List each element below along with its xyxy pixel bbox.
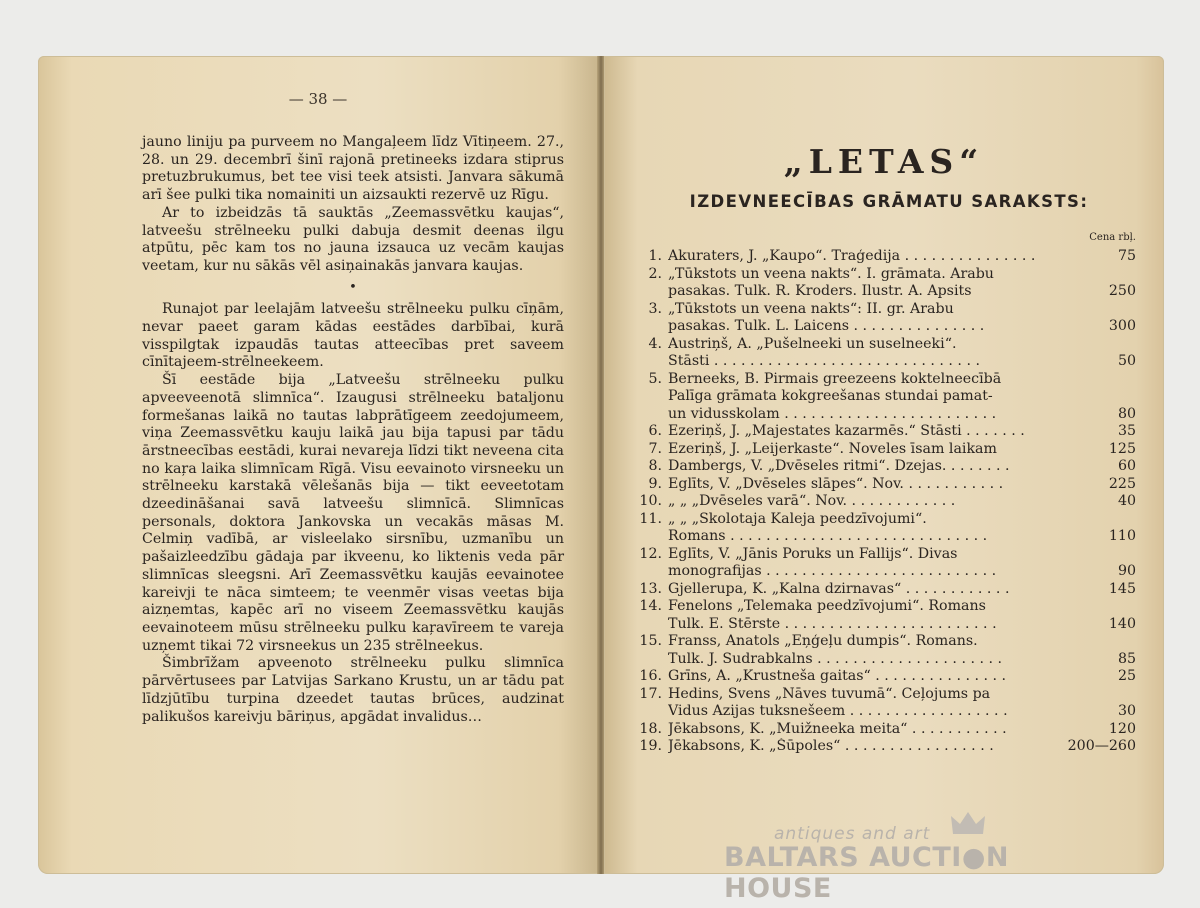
item-price: 120: [1108, 720, 1136, 737]
book-list-item: [614, 598, 1136, 633]
item-number: 16.: [639, 668, 662, 684]
right-page: [604, 56, 1164, 874]
book-list-item: [614, 721, 1136, 739]
book-list-item: [614, 371, 1136, 424]
item-price: 250: [1108, 283, 1136, 299]
book-list-item: [614, 441, 1136, 459]
item-text: Ezeriņš, J. „Majestates kazarmēs.“ Stāsti . . . . . . .: [668, 423, 1025, 439]
item-text: Grīns, A. „Krustneša gaitas“ . . . . . . . . . . . . . . .: [668, 668, 1007, 684]
item-number: 7.: [648, 440, 662, 457]
item-number: 2.: [648, 265, 662, 282]
item-text: Jēkabsons, K. „Šūpoles“ . . . . . . . . . . . . . . . . .: [668, 738, 994, 754]
item-price: 35: [1117, 423, 1136, 439]
watermark-tagline: antiques and art: [774, 824, 931, 844]
item-price: 80: [1117, 405, 1136, 422]
item-text: „Tūkstots un veena nakts“. I. grāmata. Arabu: [668, 265, 994, 282]
item-price: 300: [1108, 318, 1136, 334]
item-number: 10.: [639, 493, 662, 509]
section-separator: •: [349, 279, 357, 295]
book-list-item: [614, 738, 1136, 756]
item-text: pasakas. Tulk. L. Laicens . . . . . . . . . . . . . . .: [668, 318, 985, 334]
book-list-item: [614, 336, 1136, 371]
item-number: 5.: [648, 370, 662, 387]
item-number: 3.: [648, 300, 662, 317]
book-list-item: [614, 301, 1136, 336]
book-list-item: [614, 266, 1136, 301]
catalog-subtitle: IZDEVNEECĪBAS GRĀMATU SARAKSTS:: [689, 192, 1089, 211]
item-number: 6.: [648, 423, 662, 439]
book-list-item: [614, 546, 1136, 581]
item-price: 30: [1117, 703, 1136, 719]
item-text: monografijas . . . . . . . . . . . . . . . . . . . . . . . . . .: [668, 563, 997, 579]
item-text: Ezeriņš, J. „Leijerkaste“. Noveles īsam laikam: [668, 440, 997, 457]
auction-watermark: [684, 822, 1124, 904]
item-price: 25: [1117, 668, 1136, 684]
item-number: 9.: [648, 475, 662, 492]
item-text: Fenelons „Telemaka peedzīvojumi“. Romans: [668, 598, 986, 614]
item-number: 18.: [639, 720, 662, 737]
item-text: pasakas. Tulk. R. Kroders. Ilustr. A. Apsits: [668, 283, 972, 299]
item-number: 11.: [639, 510, 662, 527]
book-list-item: [614, 633, 1136, 668]
book-list-item: [614, 423, 1136, 441]
book-list-item: [614, 511, 1136, 546]
page-number: — 38 —: [288, 90, 348, 108]
item-text: Stāsti . . . . . . . . . . . . . . . . . . . . . . . . . . . . . .: [668, 353, 980, 369]
item-price: 75: [1117, 248, 1136, 264]
item-price: 60: [1117, 458, 1136, 474]
book-list-item: [614, 581, 1136, 599]
item-text: Hedins, Svens „Nāves tuvumā“. Ceļojums pa: [668, 685, 991, 702]
item-number: 12.: [639, 545, 662, 562]
paragraph: Šimbrīžam apveenoto strēlneeku pulku slimnīca pārvērtusees par Latvijas Sarkano Krustu, un ar tādu pat līdzjūtību turpina dzeedet tautas brūces, audzinat palikušos kareivju bāriņus, apgādat invalidus…: [142, 655, 564, 725]
item-text: „ „ „Skolotaja Kaleja peedzīvojumi“.: [668, 510, 927, 527]
book-list-item: [614, 458, 1136, 476]
item-text: Berneeks, B. Pirmais greezeens koktelneecībā: [668, 370, 1002, 387]
left-page-text: [142, 134, 564, 726]
crown-icon: [950, 810, 986, 836]
item-price: 145: [1108, 580, 1136, 597]
item-price: 50: [1117, 353, 1136, 369]
item-text: Dambergs, V. „Dvēseles ritmi“. Dzejas. . . . . . . .: [668, 458, 1010, 474]
item-price: 90: [1117, 563, 1136, 579]
paragraph: Šī eestāde bija „Latveešu strēlneeku pulku apveeveenotā slimnīca“. Izaugusi strēlneeku bataljonu formešanas laikā no tautas labprātīgeem zeedojumeem, viņa Zeemassvētku kauju laikā jau bija tapusi par tādu ārstneecības eestādi, kurai nevareja līdzi tikt neveena cita no kaŗa laika slimnīcam Rīgā. Visu eevainoto virsneeku un strēlneeku karstakā vēlešanās bija — tikt eeveetotam dzeedināšanai savā latveešu slimnīcā. Slimnīcas personals, doktora Jankovska un vecakās māsas M. Celmiņ vadībā, ar visleelako sirsnību, uzmanību un pašaizleedzību gādaja par ikveenu, ko liktenis veda pār slimnīcas sleegsni. Arī Zeemassvētku kaujās eevainotee kareivji te nāca simteem; te veenmēr visas veetas bija aizņemtas, kapēc arī no viseem Zeemassvētku kaujās eevainoteem mūsu strēlneeku pulku kaŗavīreem te vareja uzņemt tikai 72 virsneekus un 235 strēlneekus.: [142, 372, 564, 654]
item-price: 85: [1117, 650, 1136, 667]
item-price: 40: [1117, 493, 1136, 509]
item-number: 19.: [639, 738, 662, 754]
item-text: Palīga grāmata kokgreešanas stundai pamat-: [668, 388, 993, 404]
paragraph: Runajot par leelajām latveešu strēlneeku pulku cīņām, nevar paeet garam kādas eestādes darbībai, kurā visspilgtak izpaudās tautas atteecības pret saveem cīnītajeem-strēlneekeem.: [142, 301, 564, 371]
item-text: „Tūkstots un veena nakts“: II. gr. Arabu: [668, 300, 954, 317]
book-list-item: [614, 476, 1136, 494]
item-text: Franss, Anatols „Eņģeļu dumpis“. Romans.: [668, 633, 978, 649]
item-price: 140: [1108, 615, 1136, 632]
item-text: Eglīts, V. „Dvēseles slāpes“. Nov. . . . . . . . . . . .: [668, 475, 1004, 492]
price-column-header: Cena rbļ.: [1089, 232, 1136, 243]
item-text: Gjellerupa, K. „Kalna dzirnavas“ . . . . . . . . . . . .: [668, 580, 1010, 597]
item-text: „ „ „Dvēseles varā“. Nov. . . . . . . . . . . . .: [668, 493, 956, 509]
item-text: un vidusskolam . . . . . . . . . . . . . . . . . . . . . . . .: [668, 405, 997, 422]
item-number: 14.: [639, 598, 662, 614]
item-number: 15.: [639, 633, 662, 649]
item-text: Austriņš, A. „Pušelneeki un suselneeki“.: [668, 335, 957, 352]
item-price: 125: [1108, 440, 1136, 457]
paragraph: jauno liniju pa purveem no Mangaļeem līdz Vītiņeem. 27., 28. un 29. decembrī šinī rajonā pretineeks izdara stiprus pretuzbrukumus, bet tee visi teek atsisti. Janvara sākumā arī šee pulki tika nomainiti un aizsaukti rezervē uz Rīgu.: [142, 134, 564, 204]
item-number: 4.: [648, 335, 662, 352]
item-text: Eglīts, V. „Jānis Poruks un Fallijs“. Divas: [668, 545, 958, 562]
item-text: Tulk. J. Sudrabkalns . . . . . . . . . . . . . . . . . . . . .: [668, 650, 1003, 667]
open-book: [38, 56, 1164, 874]
item-price: 110: [1108, 528, 1136, 544]
item-number: 17.: [639, 685, 662, 702]
item-number: 13.: [639, 580, 662, 597]
item-text: Vidus Azijas tuksnešeem . . . . . . . . . . . . . . . . . .: [668, 703, 1008, 719]
item-text: Tulk. E. Stērste . . . . . . . . . . . . . . . . . . . . . . . .: [668, 615, 997, 632]
item-text: Romans . . . . . . . . . . . . . . . . . . . . . . . . . . . . .: [668, 528, 988, 544]
book-list-item: [614, 493, 1136, 511]
paragraph: Ar to izbeidzās tā sauktās „Zeemassvētku kaujas“, latveešu strēlneeku pulki dabuja desmit deenas ilgu atpūtu, pēc kam tos no jauna izsauca uz vecām kaujas veetam, kur nu sākās vēl asiņainakās janvara kaujas.: [142, 204, 564, 274]
item-text: Jēkabsons, K. „Muižneeka meita“ . . . . . . . . . . .: [668, 720, 1007, 737]
book-list-item: [614, 668, 1136, 686]
book-list-item: [614, 686, 1136, 721]
item-text: Akuraters, J. „Kaupo“. Traģedija . . . . . . . . . . . . . . .: [668, 248, 1036, 264]
book-list-item: [614, 248, 1136, 266]
book-list: [614, 248, 1136, 756]
item-price: 200—260: [1067, 738, 1136, 754]
item-number: 1.: [648, 248, 662, 264]
watermark-name: BALTARS AUCTI●N HOUSE: [724, 842, 1009, 904]
left-page: [38, 56, 598, 874]
publisher-title: „LETAS“: [783, 142, 985, 181]
item-price: 225: [1108, 475, 1136, 492]
item-number: 8.: [648, 458, 662, 474]
